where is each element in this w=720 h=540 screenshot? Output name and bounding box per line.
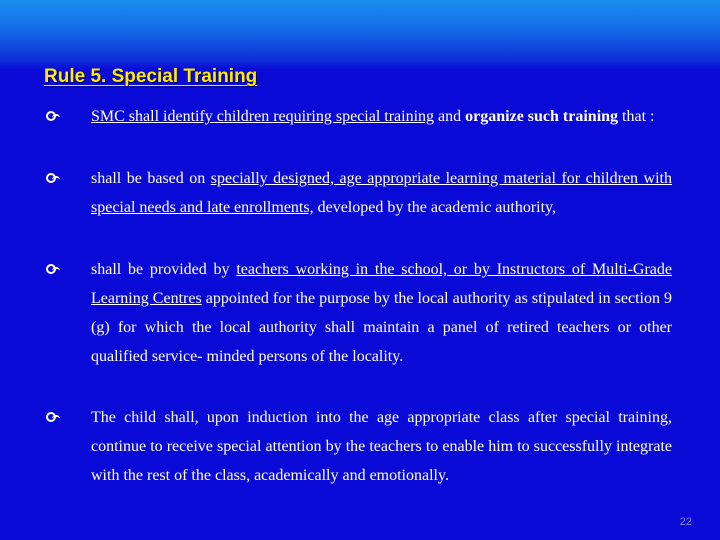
bullet-3-text: shall be provided by — [91, 261, 237, 278]
bullet-item-3 — [91, 255, 672, 371]
slide-title: Rule 5. Special Training — [44, 66, 258, 87]
bullet-2-text: shall be based on — [91, 170, 211, 187]
bullet-item-1 — [91, 102, 672, 131]
bullet-4-text: The child shall, upon induction into the age appropriate class after special training, continue to receive special attention by the teachers to enable him to successfully integrate with the rest of the class, academically and emotionally. — [91, 409, 672, 484]
bullet-1-text: and — [434, 108, 466, 125]
bullet-2-underlined-text: specially designed, age appropriate learning material for children with special needs and late enrollments, — [91, 170, 672, 216]
bullet-1-text-end: that : — [618, 108, 655, 125]
bullet-item-2 — [91, 164, 672, 222]
bullet-2-text-end: developed by the academic authority, — [313, 199, 557, 216]
bullet-3-text-end: appointed for the purpose by the local authority as stipulated in section 9 (g) for which the local authority shall maintain a panel of retired teachers or other qualified service- minded persons of the locality. — [91, 290, 673, 365]
header-gradient-band — [0, 0, 720, 70]
bullet-3-underlined-text: teachers working in the school, or by Instructors of Multi-Grade Learning Centres — [91, 261, 673, 307]
bullet-1-underlined-text: SMC shall identify children requiring special training — [91, 108, 435, 125]
page-number: 22 — [679, 516, 692, 528]
bullet-item-4 — [91, 403, 672, 490]
bullet-1-bold-text: organize such training — [465, 108, 619, 125]
